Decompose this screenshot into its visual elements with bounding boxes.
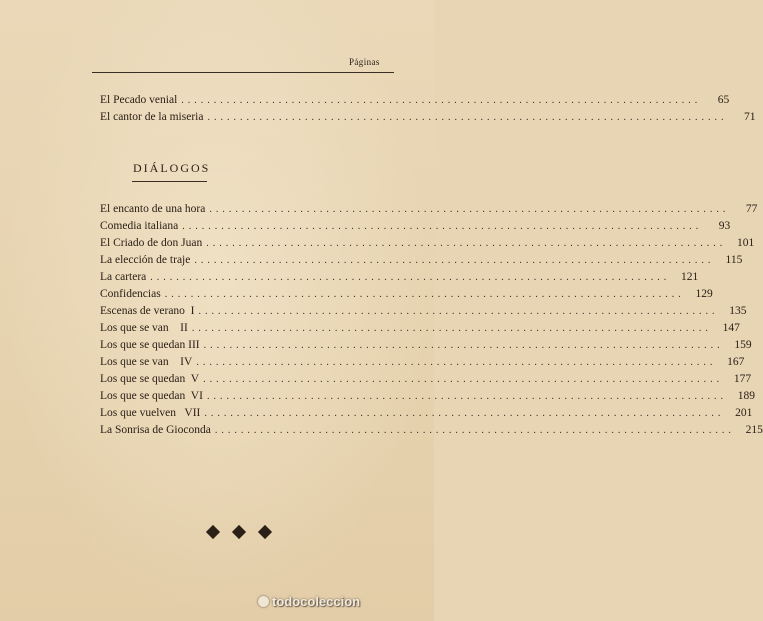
dot-leader: ................................................................................ <box>196 357 717 368</box>
toc-entry <box>100 288 713 305</box>
toc-entry-page-number: 71 <box>743 111 756 123</box>
toc-entry-page-number: 177 <box>733 373 752 385</box>
toc-entry-title: Los que se van IV <box>100 356 193 368</box>
dot-leader: ................................................................................ <box>214 425 735 436</box>
toc-entry <box>100 203 758 220</box>
watermark-text: todocoleccion <box>272 594 361 609</box>
toc-section-2 <box>100 203 763 441</box>
toc-entry <box>100 94 730 111</box>
section-title: DIÁLOGOS <box>133 161 211 175</box>
toc-entry-title: Escenas de verano I <box>100 305 195 317</box>
toc-entry-page-number: 215 <box>745 424 763 436</box>
toc-entry-page-number: 65 <box>717 94 730 106</box>
toc-entry-page-number: 167 <box>727 356 745 368</box>
dot-leader: ................................................................................ <box>194 255 715 266</box>
header-rule <box>92 72 394 73</box>
toc-entry <box>100 322 740 339</box>
toc-entry-page-number: 135 <box>729 305 747 317</box>
toc-entry-page-number: 129 <box>695 288 713 300</box>
toc-entry-title: La elección de traje <box>100 254 191 266</box>
toc-entry <box>100 356 745 373</box>
toc-entry <box>100 390 755 407</box>
toc-entry-page-number: 121 <box>681 271 699 283</box>
section-title-underline <box>132 181 207 182</box>
toc-entry-page-number: 77 <box>745 203 758 215</box>
toc-entry-title: Los que vuelven VII <box>100 407 201 419</box>
dot-leader: ................................................................................ <box>206 238 727 249</box>
dot-leader: ................................................................................ <box>164 289 685 300</box>
toc-entry-page-number: 189 <box>737 390 755 402</box>
toc-entry-title: Los que se quedan VI <box>100 390 203 402</box>
toc-entry-page-number: 93 <box>718 220 731 232</box>
toc-entry <box>100 220 731 237</box>
dot-leader: ................................................................................ <box>198 306 719 317</box>
toc-entry-page-number: 115 <box>725 254 743 266</box>
toc-entry <box>100 305 747 322</box>
dot-leader: ................................................................................ <box>207 112 728 123</box>
pages-column-header: Páginas <box>349 57 380 67</box>
toc-entry-title: El encanto de una hora <box>100 203 206 215</box>
dot-leader: ................................................................................ <box>203 340 724 351</box>
toc-entry-title: El cantor de la miseria <box>100 111 204 123</box>
toc-entry-title: Los que se quedan V <box>100 373 200 385</box>
toc-entry-title: El Criado de don Juan <box>100 237 203 249</box>
dot-leader: ................................................................................ <box>191 323 712 334</box>
toc-entry-title: Comedia italiana <box>100 220 179 232</box>
dot-leader: ................................................................................ <box>203 374 724 385</box>
toc-entry-title: Los que se van II <box>100 322 188 334</box>
toc-entry-page-number: 101 <box>736 237 755 249</box>
toc-entry-title: El Pecado venial <box>100 94 178 106</box>
dot-leader: ................................................................................ <box>204 408 725 419</box>
watermark <box>258 594 360 609</box>
ornament-diamond-icon <box>232 525 246 539</box>
toc-section-1 <box>100 94 756 128</box>
watermark-logo-icon <box>258 596 269 607</box>
toc-entry <box>100 373 752 390</box>
toc-entry <box>100 237 755 254</box>
toc-entry-page-number: 159 <box>734 339 752 351</box>
toc-entry-page-number: 201 <box>735 407 753 419</box>
toc-entry <box>100 407 753 424</box>
toc-entry-title: Confidencias <box>100 288 161 300</box>
dot-leader: ................................................................................ <box>181 95 702 106</box>
toc-entry <box>100 111 756 128</box>
toc-entry-title: Los que se quedan III <box>100 339 200 351</box>
toc-entry-page-number: 147 <box>722 322 740 334</box>
dot-leader: ................................................................................ <box>182 221 703 232</box>
dot-leader: ................................................................................ <box>150 272 671 283</box>
ornament-diamond-icon <box>258 525 272 539</box>
toc-entry-title: La Sonrisa de Gioconda <box>100 424 211 436</box>
toc-entry-title: La cartera <box>100 271 147 283</box>
toc-entry <box>100 254 743 271</box>
dot-leader: ................................................................................ <box>206 391 727 402</box>
toc-entry <box>100 271 699 288</box>
toc-entry <box>100 424 763 441</box>
toc-entry <box>100 339 752 356</box>
dot-leader: ................................................................................ <box>209 204 730 215</box>
ornament-diamond-icon <box>206 525 220 539</box>
